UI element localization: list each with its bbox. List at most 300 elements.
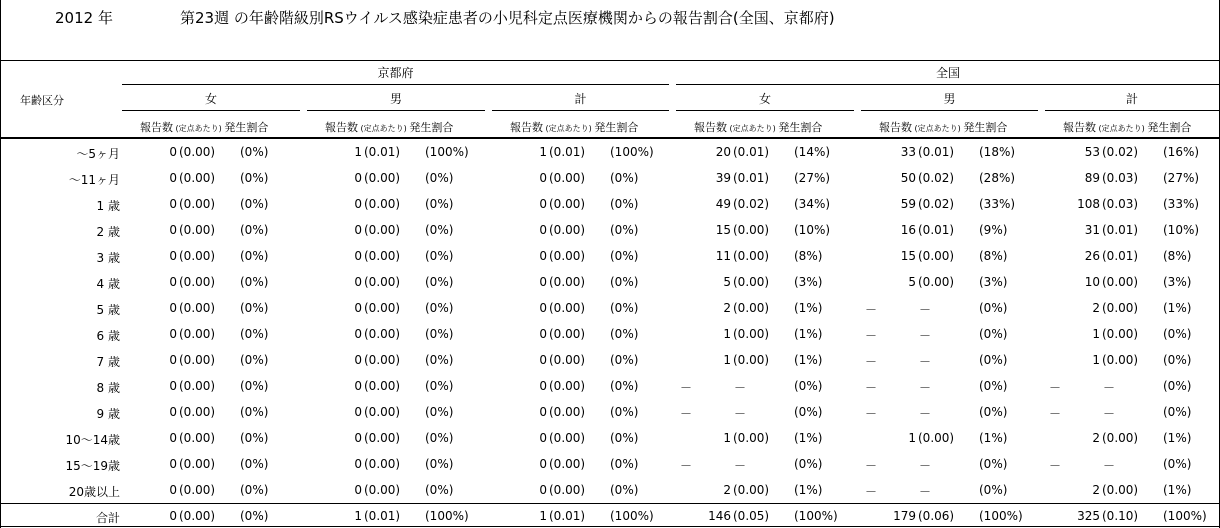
cell-per-site: (0.01) [733,145,770,159]
cell-per-site: (0.00) [549,405,586,419]
cell-per-site: (0.00) [733,431,770,445]
cell-per-site: (0.00) [179,431,216,445]
cell-ratio: (1%) [1163,483,1192,497]
cell-ratio: (0%) [240,197,269,211]
cell-ratio: (3%) [1163,275,1192,289]
cell-dash: － [1103,381,1116,395]
cell-ratio: (0%) [425,301,454,315]
sub-ratio: 発生割合 [594,121,639,134]
cell-count: 0 [539,249,547,263]
cell-ratio: (0%) [1163,379,1192,393]
cell-count: 0 [354,171,362,185]
cell-ratio: (0%) [979,483,1008,497]
row-age-label: 8 歳 [96,381,120,395]
table-top-line [0,60,1220,61]
cell-count: 0 [169,509,177,523]
cell-count: 16 [900,223,916,237]
header-bottom-line [0,137,1220,139]
cell-per-site: (0.00) [733,353,770,367]
cell-per-site: (0.00) [364,457,401,471]
cell-ratio: (1%) [1163,431,1192,445]
cell-per-site: (0.00) [179,327,216,341]
cell-ratio: (0%) [794,405,823,419]
sub-header [325,119,453,133]
cell-count: 325 [1077,509,1100,523]
cell-dash: － [919,303,932,317]
cell-ratio: (3%) [794,275,823,289]
cell-ratio: (100%) [1163,509,1207,523]
gender-underline [492,110,669,111]
cell-ratio: (0%) [240,301,269,315]
sub-ratio: 発生割合 [778,121,823,134]
cell-ratio: (1%) [1163,301,1192,315]
cell-per-site: (0.00) [733,483,770,497]
cell-ratio: (0%) [425,327,454,341]
cell-ratio: (100%) [425,145,469,159]
cell-ratio: (0%) [240,249,269,263]
cell-dash: － [919,485,932,499]
sub-header [1063,119,1191,133]
cell-count: 0 [169,405,177,419]
cell-count: 0 [169,483,177,497]
cell-ratio: (0%) [610,353,639,367]
cell-per-site: (0.00) [179,171,216,185]
cell-per-site: (0.00) [179,197,216,211]
cell-count: 50 [900,171,916,185]
cell-count: 0 [539,223,547,237]
cell-count: 1 [539,145,547,159]
cell-ratio: (0%) [610,275,639,289]
cell-ratio: (0%) [979,301,1008,315]
cell-ratio: (0%) [610,249,639,263]
cell-ratio: (0%) [979,327,1008,341]
row-age-label: ～5ヶ月 [76,147,120,161]
cell-count: 26 [1084,249,1100,263]
cell-ratio: (0%) [610,171,639,185]
cell-per-site: (0.01) [364,145,401,159]
row-age-label: 合計 [95,511,120,525]
cell-dash: － [865,407,878,421]
cell-ratio: (0%) [794,457,823,471]
cell-per-site: (0.00) [549,249,586,263]
cell-ratio: (0%) [1163,353,1192,367]
cell-count: 1 [354,145,362,159]
cell-ratio: (28%) [979,171,1016,185]
row-age-label: 5 歳 [96,303,120,317]
gender-underline [861,110,1038,111]
cell-ratio: (1%) [794,327,823,341]
cell-ratio: (0%) [425,223,454,237]
cell-per-site: (0.00) [364,353,401,367]
cell-ratio: (0%) [240,353,269,367]
cell-ratio: (34%) [794,197,831,211]
cell-per-site: (0.00) [179,379,216,393]
cell-ratio: (0%) [240,327,269,341]
cell-count: 5 [908,275,916,289]
cell-count: 0 [169,171,177,185]
cell-count: 0 [169,327,177,341]
cell-ratio: (0%) [425,483,454,497]
cell-count: 0 [539,327,547,341]
cell-per-site: (0.03) [1102,197,1139,211]
cell-dash: － [865,381,878,395]
gender-underline [122,110,300,111]
cell-per-site: (0.01) [549,145,586,159]
gender-underline [307,110,485,111]
cell-count: 39 [715,171,731,185]
cell-ratio: (0%) [240,275,269,289]
cell-per-site: (0.00) [918,249,955,263]
cell-count: 0 [354,405,362,419]
age-header: 年齢区分 [20,94,64,107]
cell-ratio: (0%) [1163,457,1192,471]
sub-header [694,119,822,133]
cell-count: 1 [723,327,731,341]
cell-count: 0 [169,431,177,445]
cell-count: 0 [354,483,362,497]
cell-ratio: (0%) [1163,405,1192,419]
cell-ratio: (100%) [979,509,1023,523]
cell-dash: － [919,459,932,473]
sub-per-site: (定点あたり) [173,124,225,133]
cell-ratio: (0%) [425,431,454,445]
cell-per-site: (0.00) [364,171,401,185]
region-label-national: 全国 [935,66,960,80]
cell-per-site: (0.00) [733,275,770,289]
cell-count: 0 [539,353,547,367]
sub-per-site: (定点あたり) [912,124,964,133]
row-age-label: 20歳以上 [68,485,120,499]
cell-dash: － [680,381,693,395]
cell-ratio: (100%) [425,509,469,523]
gender-label: 男 [389,92,402,106]
cell-ratio: (1%) [979,431,1008,445]
cell-count: 0 [539,275,547,289]
cell-per-site: (0.00) [549,457,586,471]
cell-per-site: (0.00) [364,431,401,445]
cell-ratio: (0%) [425,353,454,367]
region-label-kyoto: 京都府 [377,66,414,80]
cell-ratio: (0%) [610,301,639,315]
sub-reports: 報告数 [694,121,727,134]
cell-dash: － [1103,407,1116,421]
cell-count: 59 [900,197,916,211]
cell-per-site: (0.00) [179,353,216,367]
gender-label: 計 [1125,92,1138,106]
cell-count: 2 [723,301,731,315]
row-age-label: 15～19歳 [65,459,120,473]
cell-dash: － [734,459,747,473]
cell-ratio: (1%) [794,301,823,315]
cell-dash: － [1103,459,1116,473]
cell-ratio: (0%) [240,509,269,523]
cell-ratio: (0%) [610,457,639,471]
sub-ratio: 発生割合 [224,121,269,134]
cell-ratio: (0%) [610,327,639,341]
cell-count: 0 [169,145,177,159]
gender-label: 男 [943,92,956,106]
cell-ratio: (27%) [1163,171,1200,185]
cell-ratio: (8%) [979,249,1008,263]
cell-per-site: (0.02) [918,197,955,211]
cell-ratio: (18%) [979,145,1016,159]
cell-per-site: (0.00) [179,275,216,289]
cell-count: 53 [1084,145,1100,159]
sub-ratio: 発生割合 [1147,121,1192,134]
sub-header [510,119,638,133]
cell-count: 0 [169,249,177,263]
cell-per-site: (0.00) [1102,275,1139,289]
cell-per-site: (0.00) [179,223,216,237]
cell-per-site: (0.00) [179,483,216,497]
row-age-label: 7 歳 [96,355,120,369]
report-title: 第23週 の年齢階級別RSウイルス感染症患者の小児科定点医療機関からの報告割合(全国、京都府) [180,9,835,27]
year-label: 2012 年 [55,9,113,27]
cell-count: 0 [169,457,177,471]
cell-dash: － [865,459,878,473]
cell-count: 0 [539,379,547,393]
cell-per-site: (0.06) [918,509,955,523]
cell-per-site: (0.00) [733,249,770,263]
cell-dash: － [865,355,878,369]
cell-per-site: (0.00) [549,483,586,497]
row-age-label: 9 歳 [96,407,120,421]
sub-ratio: 発生割合 [963,121,1008,134]
row-age-label: ～11ヶ月 [68,173,120,187]
cell-count: 2 [723,483,731,497]
cell-dash: － [1049,459,1062,473]
sub-reports: 報告数 [140,121,173,134]
cell-count: 20 [715,145,731,159]
sub-per-site: (定点あたり) [1096,124,1148,133]
cell-ratio: (3%) [979,275,1008,289]
cell-count: 0 [354,249,362,263]
cell-dash: － [734,407,747,421]
cell-per-site: (0.00) [1102,327,1139,341]
cell-per-site: (0.00) [179,145,216,159]
cell-count: 0 [169,379,177,393]
cell-count: 1 [723,431,731,445]
cell-count: 49 [715,197,731,211]
cell-ratio: (1%) [794,431,823,445]
cell-per-site: (0.00) [1102,483,1139,497]
cell-ratio: (0%) [425,405,454,419]
cell-dash: － [865,303,878,317]
cell-dash: － [919,407,932,421]
row-age-label: 3 歳 [96,251,120,265]
cell-per-site: (0.00) [179,457,216,471]
cell-ratio: (8%) [794,249,823,263]
cell-per-site: (0.00) [364,483,401,497]
table-bottom-line [0,526,1220,527]
cell-count: 15 [900,249,916,263]
gender-underline [676,110,854,111]
cell-per-site: (0.00) [1102,301,1139,315]
cell-per-site: (0.00) [179,509,216,523]
cell-per-site: (0.00) [549,327,586,341]
cell-ratio: (27%) [794,171,831,185]
cell-count: 2 [1092,483,1100,497]
cell-per-site: (0.03) [1102,171,1139,185]
gender-label: 女 [758,92,771,106]
cell-ratio: (1%) [794,353,823,367]
cell-dash: － [734,381,747,395]
cell-dash: － [680,407,693,421]
region-underline-kyoto [122,84,669,85]
cell-count: 0 [354,379,362,393]
cell-count: 0 [169,223,177,237]
cell-per-site: (0.00) [549,275,586,289]
cell-count: 0 [169,275,177,289]
cell-count: 0 [539,457,547,471]
region-underline-national [676,84,1220,85]
cell-count: 0 [169,301,177,315]
cell-ratio: (33%) [1163,197,1200,211]
cell-count: 1 [354,509,362,523]
sub-per-site: (定点あたり) [358,124,410,133]
cell-ratio: (0%) [610,197,639,211]
cell-per-site: (0.00) [733,301,770,315]
cell-per-site: (0.01) [364,509,401,523]
cell-count: 0 [169,197,177,211]
cell-count: 5 [723,275,731,289]
cell-count: 0 [169,353,177,367]
cell-per-site: (0.00) [364,197,401,211]
cell-ratio: (0%) [610,483,639,497]
cell-dash: － [865,329,878,343]
cell-ratio: (0%) [610,223,639,237]
cell-count: 31 [1084,223,1100,237]
sub-reports: 報告数 [879,121,912,134]
cell-count: 1 [723,353,731,367]
cell-per-site: (0.00) [364,301,401,315]
cell-per-site: (0.00) [918,431,955,445]
cell-per-site: (0.02) [1102,145,1139,159]
cell-ratio: (0%) [794,379,823,393]
cell-ratio: (0%) [979,405,1008,419]
cell-ratio: (0%) [240,145,269,159]
sub-per-site: (定点あたり) [543,124,595,133]
cell-per-site: (0.00) [549,431,586,445]
cell-count: 0 [354,197,362,211]
cell-per-site: (0.01) [918,223,955,237]
cell-count: 2 [1092,431,1100,445]
cell-count: 11 [715,249,731,263]
cell-count: 15 [715,223,731,237]
cell-count: 0 [354,457,362,471]
cell-per-site: (0.05) [733,509,770,523]
cell-ratio: (0%) [610,405,639,419]
cell-ratio: (0%) [425,457,454,471]
cell-count: 1 [1092,353,1100,367]
cell-dash: － [1049,381,1062,395]
cell-count: 1 [908,431,916,445]
cell-dash: － [680,459,693,473]
cell-count: 10 [1084,275,1100,289]
cell-ratio: (8%) [1163,249,1192,263]
cell-per-site: (0.00) [1102,353,1139,367]
cell-count: 0 [354,275,362,289]
cell-per-site: (0.01) [1102,223,1139,237]
sub-reports: 報告数 [1063,121,1096,134]
sub-reports: 報告数 [510,121,543,134]
cell-count: 0 [539,197,547,211]
cell-ratio: (0%) [610,431,639,445]
cell-per-site: (0.01) [1102,249,1139,263]
cell-count: 1 [539,509,547,523]
cell-per-site: (0.00) [549,379,586,393]
cell-per-site: (0.00) [733,327,770,341]
cell-ratio: (0%) [240,431,269,445]
cell-per-site: (0.00) [179,301,216,315]
cell-count: 1 [1092,327,1100,341]
cell-ratio: (100%) [610,145,654,159]
cell-count: 0 [539,171,547,185]
cell-per-site: (0.00) [918,275,955,289]
cell-per-site: (0.02) [733,197,770,211]
gender-underline [1045,110,1219,111]
cell-dash: － [1049,407,1062,421]
cell-ratio: (0%) [979,457,1008,471]
cell-per-site: (0.00) [733,223,770,237]
cell-count: 89 [1084,171,1100,185]
cell-ratio: (0%) [240,405,269,419]
cell-ratio: (0%) [240,457,269,471]
cell-per-site: (0.00) [364,223,401,237]
row-age-label: 4 歳 [96,277,120,291]
cell-ratio: (10%) [1163,223,1200,237]
cell-ratio: (0%) [240,379,269,393]
cell-count: 0 [354,223,362,237]
cell-ratio: (0%) [1163,327,1192,341]
cell-per-site: (0.00) [549,223,586,237]
cell-dash: － [919,381,932,395]
cell-count: 33 [900,145,916,159]
sub-ratio: 発生割合 [409,121,454,134]
cell-ratio: (0%) [425,171,454,185]
cell-per-site: (0.00) [364,405,401,419]
cell-count: 0 [539,483,547,497]
row-age-label: 2 歳 [96,225,120,239]
cell-count: 0 [539,405,547,419]
cell-ratio: (33%) [979,197,1016,211]
cell-per-site: (0.00) [549,197,586,211]
cell-ratio: (0%) [240,483,269,497]
row-age-label: 1 歳 [96,199,120,213]
cell-ratio: (0%) [979,353,1008,367]
cell-ratio: (0%) [425,379,454,393]
cell-per-site: (0.02) [918,171,955,185]
cell-ratio: (9%) [979,223,1008,237]
cell-per-site: (0.00) [179,405,216,419]
cell-ratio: (14%) [794,145,831,159]
cell-dash: － [919,355,932,369]
cell-count: 146 [708,509,731,523]
cell-ratio: (100%) [610,509,654,523]
cell-per-site: (0.00) [1102,431,1139,445]
cell-count: 0 [539,301,547,315]
sub-header [879,119,1007,133]
cell-per-site: (0.00) [179,249,216,263]
cell-count: 0 [354,301,362,315]
cell-count: 0 [354,353,362,367]
cell-per-site: (0.00) [549,301,586,315]
total-separator [0,503,1220,504]
cell-per-site: (0.00) [364,249,401,263]
cell-ratio: (0%) [979,379,1008,393]
row-age-label: 10～14歳 [65,433,120,447]
cell-per-site: (0.00) [549,171,586,185]
